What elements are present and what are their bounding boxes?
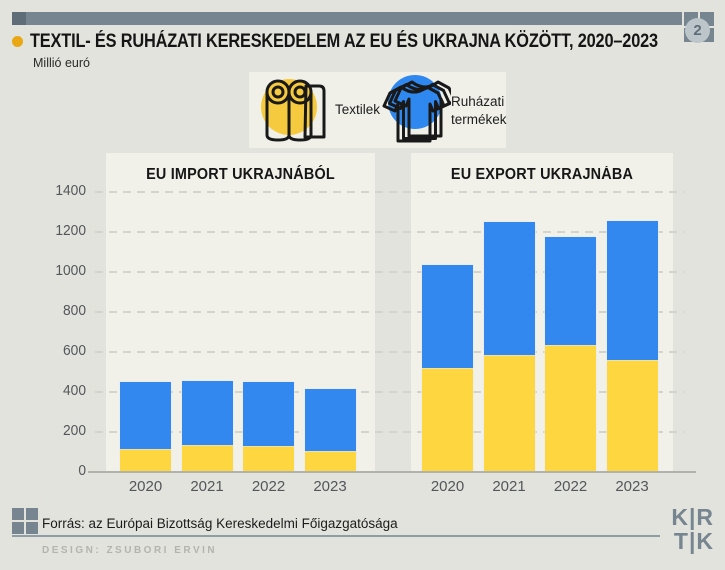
x-tick-label: 2022 (251, 478, 286, 495)
unit-label: Millió euró (33, 56, 90, 70)
y-tick-label: 1000 (55, 263, 86, 279)
bar-segment-textiles-2022 (545, 345, 596, 472)
bar-segment-clothing-2022 (545, 237, 596, 345)
gridline (95, 231, 684, 233)
bar-segment-textiles-2022 (243, 446, 294, 472)
y-tick-label: 0 (78, 463, 86, 479)
legend-label-textiles: Textilek (335, 102, 381, 117)
header-bar (12, 12, 682, 25)
y-tick-label: 200 (63, 423, 86, 439)
bar-segment-textiles-2020 (422, 368, 473, 472)
tshirt-stack-icon (377, 75, 451, 145)
bar-segment-textiles-2020 (120, 449, 171, 472)
footer-grid-square (12, 522, 24, 534)
bar-segment-clothing-2021 (484, 222, 535, 355)
bar-segment-clothing-2020 (120, 382, 171, 449)
bar-segment-clothing-2020 (422, 265, 473, 368)
y-tick-label: 400 (63, 383, 86, 399)
page-title: TEXTIL- ÉS RUHÁZATI KERESKEDELEM AZ EU ÉS UKRAJNA KÖZÖTT, 2020–2023 (30, 31, 658, 52)
bar-segment-textiles-2023 (607, 360, 658, 472)
y-tick-label: 800 (63, 303, 86, 319)
krtk-logo-line2: T|K (673, 528, 714, 554)
x-axis-line (88, 471, 696, 473)
footer-divider (12, 535, 660, 537)
x-tick-label: 2021 (492, 478, 526, 495)
x-tick-label: 2023 (615, 478, 649, 495)
y-tick-label: 600 (63, 343, 86, 359)
bar-segment-clothing-2023 (607, 221, 658, 360)
panel-title-export: EU EXPORT UKRAJNÁBA (450, 166, 634, 183)
footer-grid-square (26, 508, 38, 520)
bar-segment-clothing-2023 (305, 389, 356, 451)
footer-grid-square (26, 522, 38, 534)
bar-segment-textiles-2021 (484, 355, 535, 472)
bar-segment-clothing-2021 (182, 381, 233, 445)
krtk-logo (656, 505, 714, 553)
x-tick-label: 2023 (313, 478, 347, 495)
legend (249, 72, 506, 148)
x-tick-label: 2020 (430, 478, 465, 495)
x-tick-label: 2020 (128, 478, 163, 495)
chart-area (95, 153, 684, 495)
page-number-badge (685, 18, 710, 43)
bar-segment-clothing-2022 (243, 382, 294, 446)
design-credit: DESIGN: ZSUBORI ERVIN (42, 545, 218, 556)
krtk-logo-line1: K|R (671, 504, 714, 530)
title-bullet-icon (12, 36, 23, 47)
page-number: 2 (693, 22, 702, 39)
y-axis (0, 153, 86, 479)
fabric-rolls-icon (257, 75, 331, 145)
panel-title-import: EU IMPORT UKRAJNÁBÓL (146, 166, 335, 183)
bar-segment-textiles-2021 (182, 445, 233, 472)
source-credit: Forrás: az Európai Bizottság Kereskedelmi Főigazgatósága (42, 516, 398, 531)
x-tick-label: 2022 (553, 478, 588, 495)
footer-grid-square (12, 508, 24, 520)
gridline (95, 191, 684, 193)
y-tick-label: 1400 (55, 183, 86, 199)
header-bar-accent (12, 12, 26, 25)
bar-segment-textiles-2023 (305, 451, 356, 472)
legend-label-clothing: Ruházati termékek (451, 94, 507, 127)
x-tick-label: 2021 (190, 478, 224, 495)
y-tick-label: 1200 (55, 223, 86, 239)
